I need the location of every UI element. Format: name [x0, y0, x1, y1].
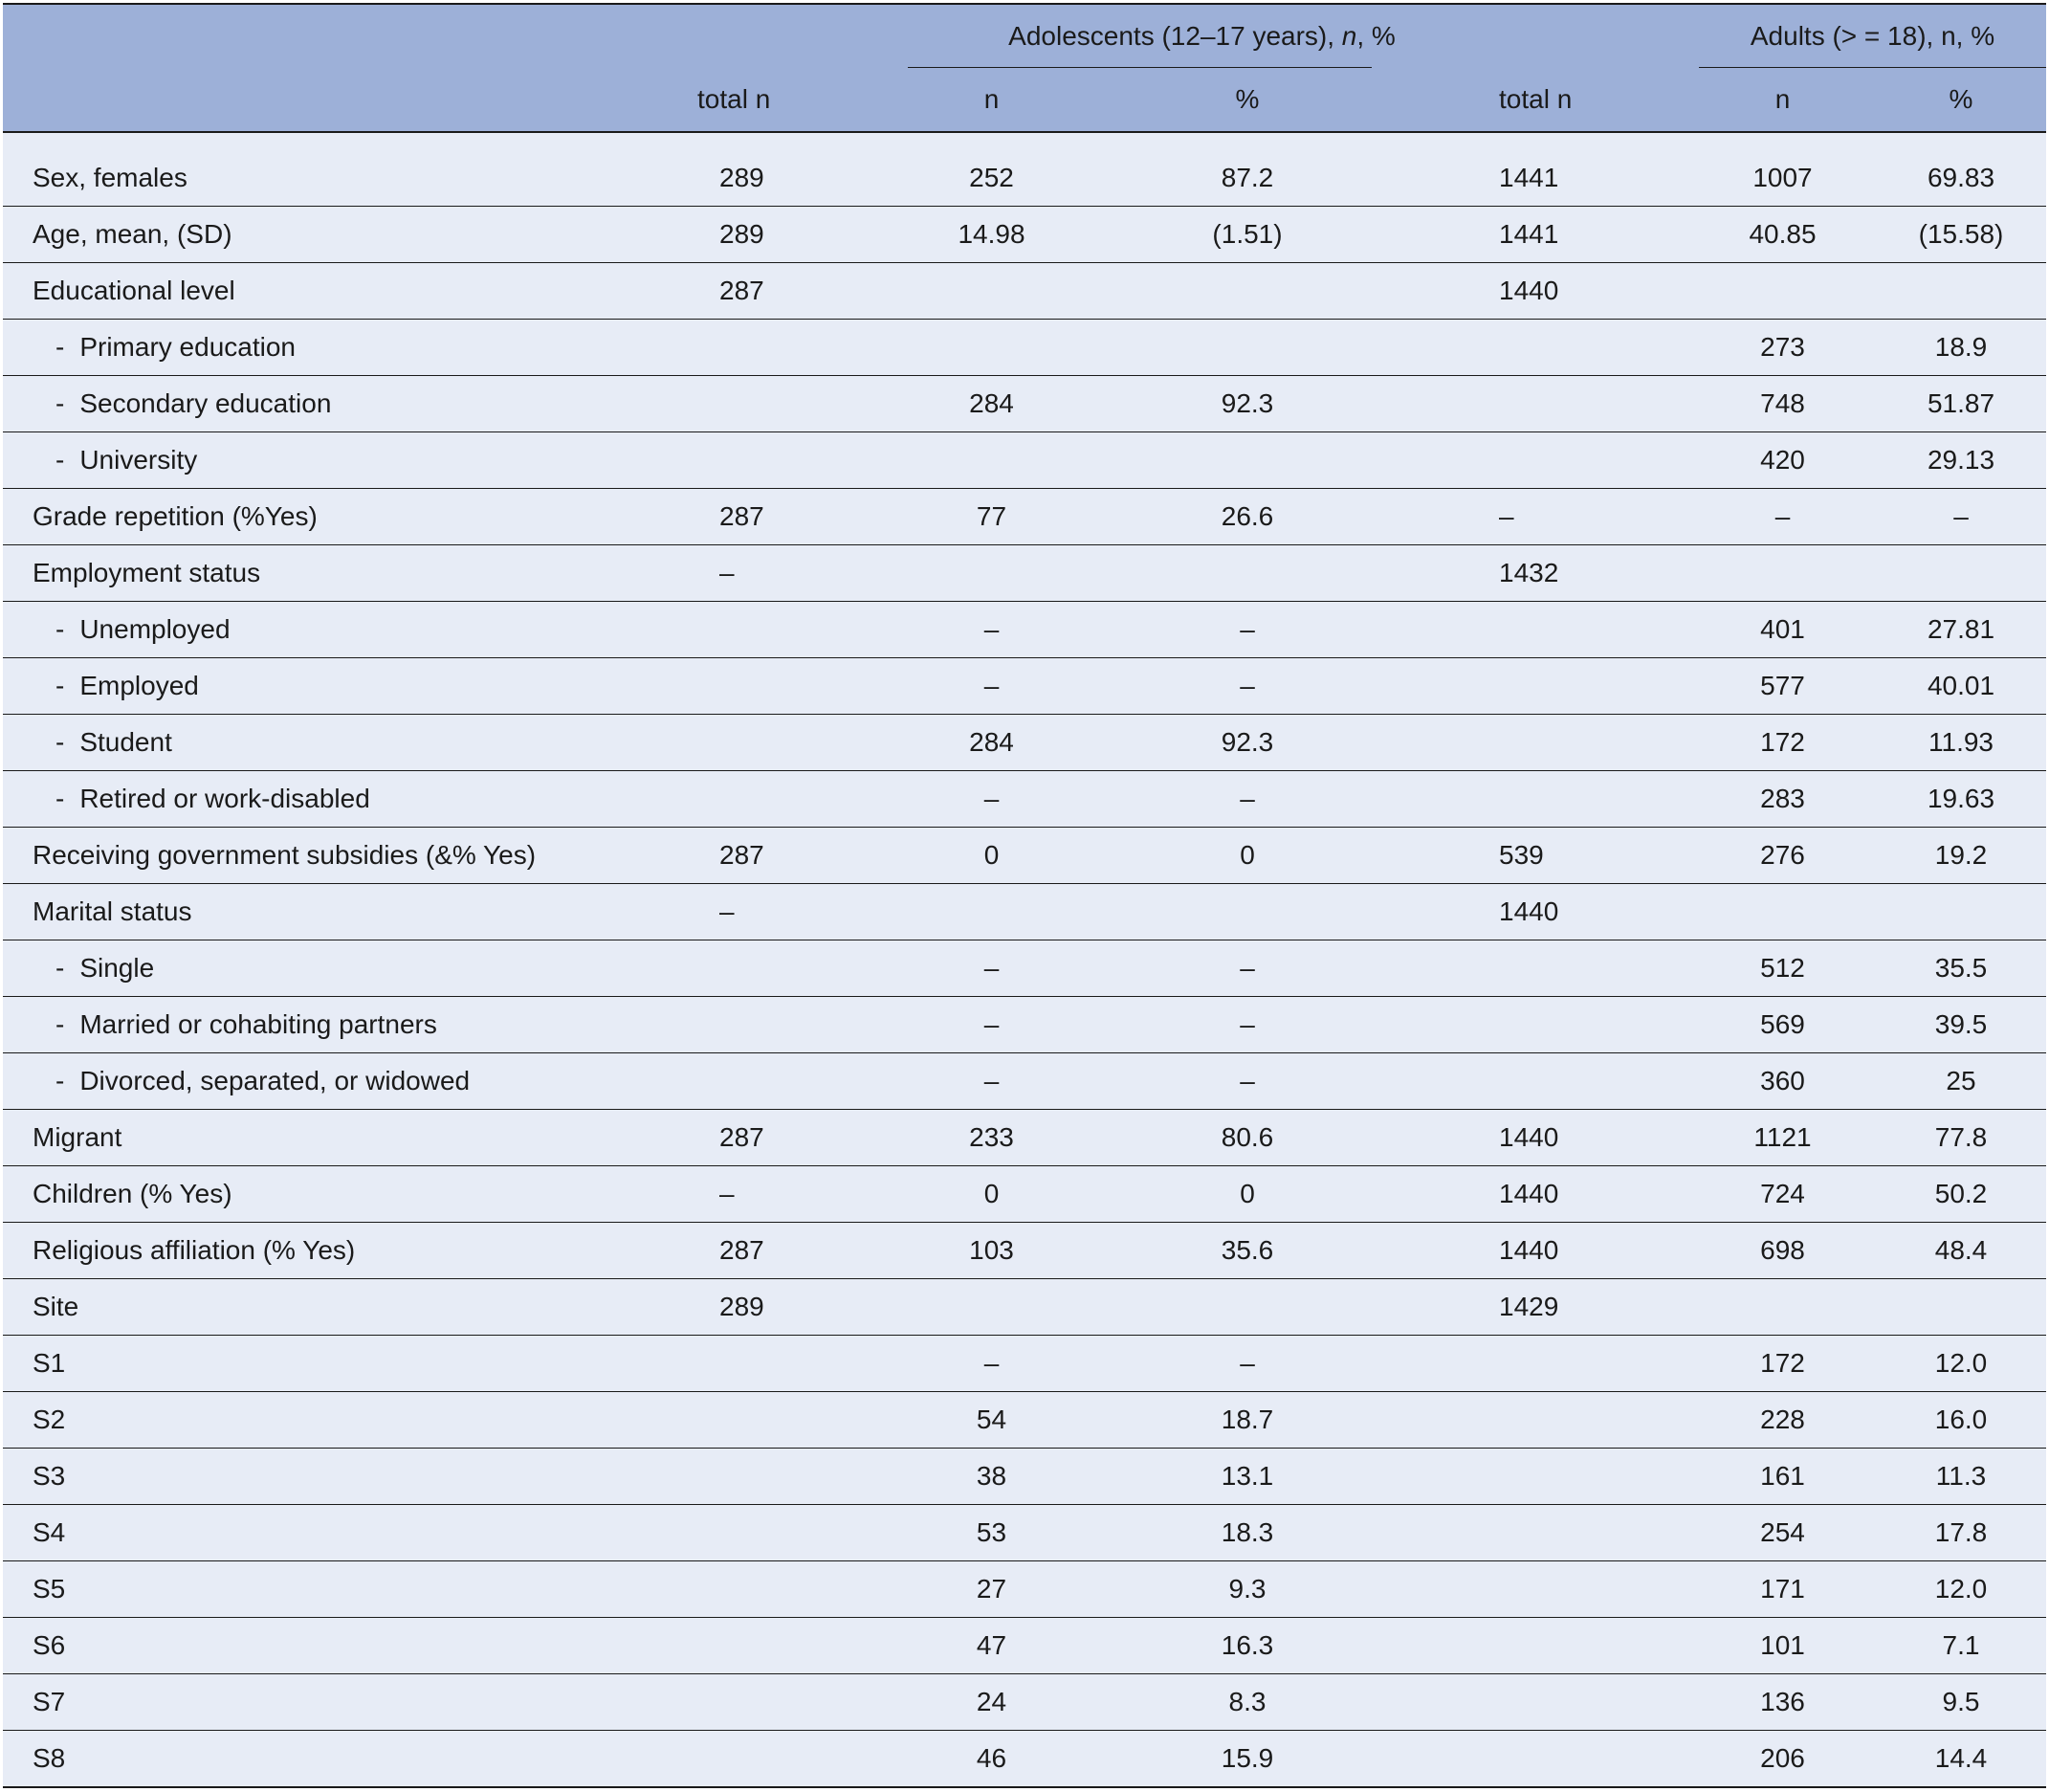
cell-adult-pct: 35.5 [1866, 940, 2046, 997]
cell-adult-total-n: 1441 [1496, 150, 1699, 207]
row-label: - Employed [3, 658, 697, 715]
row-label: - Single [3, 940, 697, 997]
cell-adult-total-n [1496, 320, 1699, 376]
cell-adult-total-n [1496, 1561, 1699, 1618]
cell-adol-pct: 35.6 [1113, 1223, 1496, 1279]
cell-adult-pct: 11.93 [1866, 715, 2046, 771]
header-group-adults [1699, 4, 2046, 68]
cell-adol-n: 46 [908, 1731, 1113, 1788]
cell-adult-n: 748 [1699, 376, 1866, 432]
row-label: Migrant [3, 1110, 697, 1166]
cell-adult-n: 577 [1699, 658, 1866, 715]
row-label: S4 [3, 1505, 697, 1561]
header-row-groups [3, 4, 2046, 68]
cell-adult-total-n [1496, 1336, 1699, 1392]
cell-adol-pct: 18.7 [1113, 1392, 1496, 1449]
row-label: Site [3, 1279, 697, 1336]
cell-adol-total-n: 289 [697, 207, 908, 263]
table-row [3, 940, 2046, 997]
table-row [3, 1166, 2046, 1223]
cell-adult-n: 206 [1699, 1731, 1866, 1788]
header-group-adolescents-suffix: , % [1356, 21, 1396, 51]
header-adol-pct: % [1113, 68, 1496, 132]
row-label: Grade repetition (%Yes) [3, 489, 697, 545]
cell-adult-total-n: 1441 [1496, 207, 1699, 263]
table-row [3, 997, 2046, 1053]
row-label: S1 [3, 1336, 697, 1392]
header-adult-pct: % [1866, 68, 2046, 132]
cell-adol-total-n: – [697, 545, 908, 602]
cell-adult-n: 40.85 [1699, 207, 1866, 263]
cell-adol-total-n [697, 997, 908, 1053]
cell-adol-pct: 92.3 [1113, 715, 1496, 771]
table-row [3, 489, 2046, 545]
cell-adol-total-n: 289 [697, 150, 908, 207]
cell-adult-n: 360 [1699, 1053, 1866, 1110]
cell-adol-pct [1113, 320, 1496, 376]
cell-adol-pct: 8.3 [1113, 1674, 1496, 1731]
cell-adult-pct [1866, 263, 2046, 320]
cell-adol-pct: – [1113, 1336, 1496, 1392]
table-row [3, 1392, 2046, 1449]
cell-adult-n: 172 [1699, 715, 1866, 771]
cell-adol-n [908, 263, 1113, 320]
cell-adult-n: 698 [1699, 1223, 1866, 1279]
row-label: Age, mean, (SD) [3, 207, 697, 263]
row-label: Sex, females [3, 150, 697, 207]
row-label: Employment status [3, 545, 697, 602]
cell-adol-n: 284 [908, 715, 1113, 771]
cell-adol-pct: 9.3 [1113, 1561, 1496, 1618]
header-adol-n: n [908, 68, 1113, 132]
cell-adol-pct: 13.1 [1113, 1449, 1496, 1505]
cell-adult-pct: 69.83 [1866, 150, 2046, 207]
cell-adol-pct: – [1113, 602, 1496, 658]
cell-adol-pct: 80.6 [1113, 1110, 1496, 1166]
cell-adult-total-n: 1440 [1496, 1223, 1699, 1279]
cell-adol-n [908, 432, 1113, 489]
table-row [3, 1110, 2046, 1166]
cell-adol-total-n: 287 [697, 828, 908, 884]
cell-adol-total-n [697, 320, 908, 376]
cell-adol-total-n [697, 1505, 908, 1561]
cell-adol-total-n: – [697, 884, 908, 940]
cell-adol-total-n: 289 [697, 1279, 908, 1336]
row-label: Marital status [3, 884, 697, 940]
cell-adol-pct: 92.3 [1113, 376, 1496, 432]
table-row [3, 771, 2046, 828]
cell-adult-total-n [1496, 1392, 1699, 1449]
cell-adol-total-n [697, 1561, 908, 1618]
cell-adol-total-n [697, 940, 908, 997]
cell-adol-n: 27 [908, 1561, 1113, 1618]
table-row [3, 828, 2046, 884]
cell-adol-n: – [908, 940, 1113, 997]
cell-adult-n: 724 [1699, 1166, 1866, 1223]
cell-adult-n: 101 [1699, 1618, 1866, 1674]
demographics-table-container [3, 3, 2046, 1788]
cell-adol-n: 47 [908, 1618, 1113, 1674]
cell-adol-n: 0 [908, 1166, 1113, 1223]
cell-adult-pct: 12.0 [1866, 1336, 2046, 1392]
cell-adult-n: 254 [1699, 1505, 1866, 1561]
row-label: S6 [3, 1618, 697, 1674]
table-row [3, 1336, 2046, 1392]
cell-adult-pct: 14.4 [1866, 1731, 2046, 1788]
cell-adult-n: 512 [1699, 940, 1866, 997]
cell-adol-pct [1113, 1279, 1496, 1336]
cell-adol-total-n [697, 658, 908, 715]
cell-adol-pct: – [1113, 1053, 1496, 1110]
row-label: Children (% Yes) [3, 1166, 697, 1223]
cell-adult-n: 161 [1699, 1449, 1866, 1505]
cell-adol-n: – [908, 771, 1113, 828]
table-row [3, 1674, 2046, 1731]
cell-adult-total-n [1496, 1618, 1699, 1674]
cell-adol-pct [1113, 545, 1496, 602]
row-label: - Unemployed [3, 602, 697, 658]
cell-adol-n: – [908, 997, 1113, 1053]
cell-adol-pct: – [1113, 658, 1496, 715]
cell-adol-pct: – [1113, 771, 1496, 828]
cell-adult-total-n [1496, 432, 1699, 489]
header-group-adults-label: Adults (> = 18), n, % [1750, 21, 1995, 51]
cell-adult-pct: 16.0 [1866, 1392, 2046, 1449]
cell-adult-total-n [1496, 771, 1699, 828]
cell-adult-total-n: 1440 [1496, 263, 1699, 320]
cell-adult-total-n: 1440 [1496, 1110, 1699, 1166]
table-row [3, 602, 2046, 658]
table-row [3, 1223, 2046, 1279]
header-adult-total-n: total n [1496, 68, 1699, 132]
cell-adult-total-n: 1440 [1496, 1166, 1699, 1223]
cell-adult-pct: 27.81 [1866, 602, 2046, 658]
header-group-underline [1699, 67, 2046, 68]
table-row [3, 207, 2046, 263]
row-label: - Primary education [3, 320, 697, 376]
header-blank [697, 4, 908, 68]
cell-adol-n: 103 [908, 1223, 1113, 1279]
header-blank [3, 68, 697, 132]
cell-adult-total-n: 1440 [1496, 884, 1699, 940]
cell-adult-n [1699, 1279, 1866, 1336]
row-label: Religious affiliation (% Yes) [3, 1223, 697, 1279]
cell-adol-n: 77 [908, 489, 1113, 545]
cell-adol-total-n [697, 1336, 908, 1392]
header-group-underline [908, 67, 1372, 68]
table-spacer-row [3, 132, 2046, 150]
cell-adol-n [908, 545, 1113, 602]
cell-adult-total-n [1496, 1053, 1699, 1110]
table-row [3, 658, 2046, 715]
cell-adol-pct: 18.3 [1113, 1505, 1496, 1561]
cell-adol-n: – [908, 1336, 1113, 1392]
cell-adult-n [1699, 884, 1866, 940]
table-row [3, 715, 2046, 771]
table-body [3, 132, 2046, 1787]
cell-adol-total-n [697, 1449, 908, 1505]
cell-adult-n: 136 [1699, 1674, 1866, 1731]
cell-adol-n: – [908, 602, 1113, 658]
row-label: Educational level [3, 263, 697, 320]
cell-adult-pct: 25 [1866, 1053, 2046, 1110]
cell-adult-total-n: – [1496, 489, 1699, 545]
cell-adult-pct: 17.8 [1866, 1505, 2046, 1561]
cell-adult-n: 171 [1699, 1561, 1866, 1618]
cell-adult-total-n: 539 [1496, 828, 1699, 884]
table-row [3, 1279, 2046, 1336]
cell-adult-pct [1866, 884, 2046, 940]
cell-adol-n: – [908, 658, 1113, 715]
cell-adult-total-n [1496, 715, 1699, 771]
cell-adult-total-n: 1429 [1496, 1279, 1699, 1336]
cell-adol-total-n [697, 602, 908, 658]
table-row [3, 263, 2046, 320]
cell-adol-pct: – [1113, 940, 1496, 997]
row-label: S3 [3, 1449, 697, 1505]
cell-adult-pct: 11.3 [1866, 1449, 2046, 1505]
cell-adult-pct: 19.2 [1866, 828, 2046, 884]
table-row [3, 1731, 2046, 1788]
cell-adult-n: 228 [1699, 1392, 1866, 1449]
row-label: - Student [3, 715, 697, 771]
cell-adol-total-n [697, 715, 908, 771]
cell-adult-pct: (15.58) [1866, 207, 2046, 263]
cell-adol-total-n: 287 [697, 263, 908, 320]
header-blank [1496, 4, 1699, 68]
cell-adol-pct: 0 [1113, 1166, 1496, 1223]
cell-adol-n [908, 1279, 1113, 1336]
table-row [3, 1618, 2046, 1674]
cell-adol-n: 252 [908, 150, 1113, 207]
row-label: S5 [3, 1561, 697, 1618]
table-row [3, 1561, 2046, 1618]
cell-adol-total-n [697, 376, 908, 432]
cell-adult-total-n [1496, 997, 1699, 1053]
header-group-adolescents-prefix: Adolescents (12–17 years), [1008, 21, 1342, 51]
cell-adol-pct [1113, 884, 1496, 940]
cell-adult-pct: 9.5 [1866, 1674, 2046, 1731]
header-group-adolescents [908, 4, 1496, 68]
row-label: S2 [3, 1392, 697, 1449]
cell-adol-n: 24 [908, 1674, 1113, 1731]
cell-adult-total-n [1496, 1731, 1699, 1788]
table-row [3, 1449, 2046, 1505]
cell-adult-total-n: 1432 [1496, 545, 1699, 602]
cell-adult-n: 273 [1699, 320, 1866, 376]
cell-adult-pct [1866, 545, 2046, 602]
cell-adult-n [1699, 263, 1866, 320]
cell-adol-total-n: 287 [697, 1110, 908, 1166]
cell-adol-total-n [697, 1053, 908, 1110]
cell-adult-total-n [1496, 1449, 1699, 1505]
header-blank [3, 4, 697, 68]
cell-adult-n: 1007 [1699, 150, 1866, 207]
cell-adol-pct: (1.51) [1113, 207, 1496, 263]
row-label: - Retired or work-disabled [3, 771, 697, 828]
cell-adol-pct: 16.3 [1113, 1618, 1496, 1674]
cell-adult-n: 1121 [1699, 1110, 1866, 1166]
cell-adol-n: 233 [908, 1110, 1113, 1166]
cell-adult-n: 401 [1699, 602, 1866, 658]
cell-adol-total-n: 287 [697, 1223, 908, 1279]
header-row-columns [3, 68, 2046, 132]
demographics-table [3, 3, 2046, 1788]
cell-adult-total-n [1496, 376, 1699, 432]
cell-adult-pct: 7.1 [1866, 1618, 2046, 1674]
header-group-adolescents-italic: n [1341, 21, 1357, 51]
table-row [3, 1053, 2046, 1110]
header-adult-n: n [1699, 68, 1866, 132]
cell-adult-n: 420 [1699, 432, 1866, 489]
cell-adult-total-n [1496, 1505, 1699, 1561]
row-label: - University [3, 432, 697, 489]
cell-adult-pct: 40.01 [1866, 658, 2046, 715]
cell-adol-pct: 26.6 [1113, 489, 1496, 545]
table-row [3, 545, 2046, 602]
cell-adult-total-n [1496, 602, 1699, 658]
cell-adult-n: 283 [1699, 771, 1866, 828]
cell-adol-pct: 87.2 [1113, 150, 1496, 207]
cell-adol-total-n: 287 [697, 489, 908, 545]
table-row [3, 1505, 2046, 1561]
cell-adult-n: 276 [1699, 828, 1866, 884]
table-header [3, 4, 2046, 132]
row-label: - Married or cohabiting partners [3, 997, 697, 1053]
row-label: - Secondary education [3, 376, 697, 432]
cell-adol-n: 54 [908, 1392, 1113, 1449]
table-row [3, 320, 2046, 376]
cell-adult-pct: 39.5 [1866, 997, 2046, 1053]
cell-adol-n: 53 [908, 1505, 1113, 1561]
cell-adult-n: – [1699, 489, 1866, 545]
cell-adol-pct: 15.9 [1113, 1731, 1496, 1788]
cell-adol-n: 38 [908, 1449, 1113, 1505]
cell-adult-pct: 50.2 [1866, 1166, 2046, 1223]
cell-adol-n: 0 [908, 828, 1113, 884]
table-row [3, 150, 2046, 207]
cell-adol-n [908, 884, 1113, 940]
cell-adol-pct: – [1113, 997, 1496, 1053]
cell-adult-pct: 12.0 [1866, 1561, 2046, 1618]
table-row [3, 432, 2046, 489]
cell-adol-total-n [697, 1731, 908, 1788]
table-row [3, 376, 2046, 432]
cell-adult-n: 172 [1699, 1336, 1866, 1392]
cell-adol-pct [1113, 263, 1496, 320]
cell-adult-pct: 18.9 [1866, 320, 2046, 376]
cell-adult-pct [1866, 1279, 2046, 1336]
cell-adol-n: 284 [908, 376, 1113, 432]
cell-adol-total-n [697, 432, 908, 489]
cell-adult-n: 569 [1699, 997, 1866, 1053]
cell-adol-total-n: – [697, 1166, 908, 1223]
cell-adol-n: 14.98 [908, 207, 1113, 263]
cell-adol-n [908, 320, 1113, 376]
cell-adult-pct: – [1866, 489, 2046, 545]
cell-adult-pct: 48.4 [1866, 1223, 2046, 1279]
cell-adult-pct: 19.63 [1866, 771, 2046, 828]
cell-adult-total-n [1496, 1674, 1699, 1731]
cell-adult-total-n [1496, 658, 1699, 715]
row-label: Receiving government subsidies (&% Yes) [3, 828, 697, 884]
cell-adol-total-n [697, 1392, 908, 1449]
cell-adol-total-n [697, 1618, 908, 1674]
row-label: S7 [3, 1674, 697, 1731]
header-adol-total-n: total n [697, 68, 908, 132]
cell-adult-pct: 51.87 [1866, 376, 2046, 432]
cell-adol-pct [1113, 432, 1496, 489]
row-label: - Divorced, separated, or widowed [3, 1053, 697, 1110]
cell-adol-n: – [908, 1053, 1113, 1110]
cell-adult-pct: 77.8 [1866, 1110, 2046, 1166]
row-label: S8 [3, 1731, 697, 1788]
cell-adol-total-n [697, 771, 908, 828]
table-row [3, 884, 2046, 940]
cell-adult-n [1699, 545, 1866, 602]
cell-adol-total-n [697, 1674, 908, 1731]
cell-adult-pct: 29.13 [1866, 432, 2046, 489]
cell-adol-pct: 0 [1113, 828, 1496, 884]
cell-adult-total-n [1496, 940, 1699, 997]
